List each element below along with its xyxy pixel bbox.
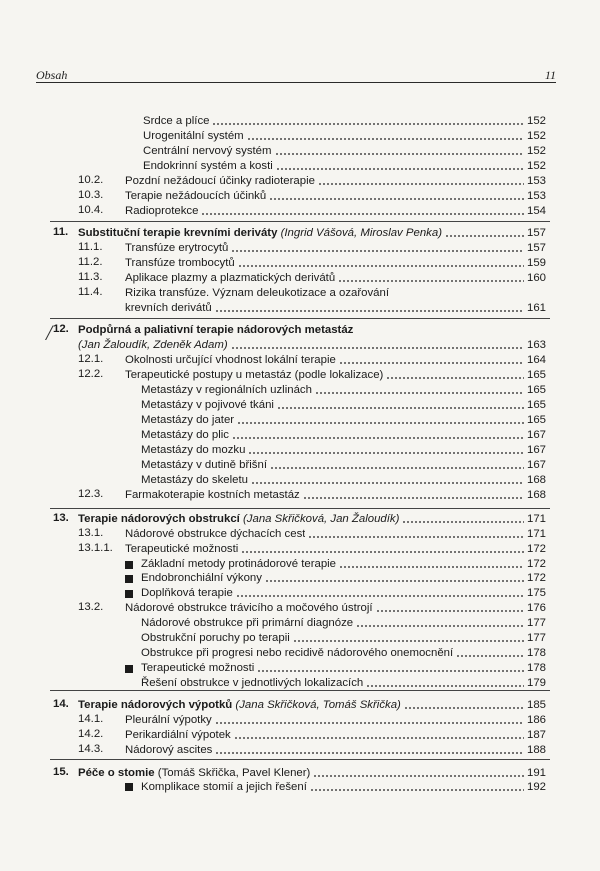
toc-entry: Obstrukční poruchy po terapii 177 (141, 632, 546, 644)
toc-entry: Centrální nervový systém 152 (143, 145, 546, 157)
toc-entry: krevních derivátů 161 (125, 302, 546, 314)
toc-number: 10.2. (78, 174, 104, 186)
chapter-number: 14. (53, 698, 69, 710)
toc-entry: Metastázy do mozku 167 (141, 444, 546, 456)
toc-number: 13.2. (78, 601, 104, 613)
bullet-icon (125, 783, 133, 791)
chapter-entry: Terapie nádorových výpotků (Jana Skřičková, Tomáš Skřička) 185 (78, 699, 546, 711)
bullet-icon (125, 575, 133, 583)
chapter-number: 11. (53, 226, 69, 238)
toc-entry: Metastázy do plic 167 (141, 429, 546, 441)
toc-entry: Terapeutické možnosti 172 (125, 543, 546, 555)
toc-entry: Perikardiální výpotek 187 (125, 729, 546, 741)
toc-entry: Endokrinní systém a kosti 152 (143, 160, 546, 172)
toc-number: 10.4. (78, 204, 104, 216)
toc-entry: Metastázy v pojivové tkáni 165 (141, 399, 546, 411)
toc-entry: Okolnosti určující vhodnost lokální terapie 164 (125, 354, 546, 366)
section-divider (50, 759, 550, 760)
running-head-title: Obsah (36, 68, 68, 82)
toc-entry: Endobronchiální výkony 172 (141, 572, 546, 584)
section-divider (50, 221, 550, 222)
toc-entry: Terapeutické možnosti 178 (141, 662, 546, 674)
toc-entry: Nádorové obstrukce při primární diagnóze 177 (141, 617, 546, 629)
toc-number: 11.2. (78, 256, 103, 268)
toc-entry: Metastázy v regionálních uzlinách 165 (141, 384, 546, 396)
toc-entry: Terapeutické postupy u metastáz (podle lokalizace) 165 (125, 369, 546, 381)
chapter-entry: Péče o stomie (Tomáš Skřička, Pavel Klener) 191 (78, 767, 546, 779)
toc-entry: Metastázy do jater 165 (141, 414, 546, 426)
chapter-entry: (Jan Žaloudík, Zdeněk Adam) 163 (78, 339, 546, 351)
toc-entry: Nádorový ascites 188 (125, 744, 546, 756)
section-divider (50, 318, 550, 319)
toc-number: 13.1.1. (78, 542, 113, 554)
toc-number: 11.3. (78, 271, 103, 283)
chapter-entry: Terapie nádorových obstrukcí (Jana Skřičková, Jan Žaloudík) 171 (78, 513, 546, 525)
toc-entry: Metastázy v dutině břišní 167 (141, 459, 546, 471)
toc-number: 13.1. (78, 527, 104, 539)
toc-entry: Pleurální výpotky 186 (125, 714, 546, 726)
chapter-entry: Substituční terapie krevními deriváty (Ingrid Vášová, Miroslav Penka) 157 (78, 227, 546, 239)
toc-entry: Nádorové obstrukce trávicího a močového ústrojí 176 (125, 602, 546, 614)
bullet-icon (125, 590, 133, 598)
toc-entry: Transfúze trombocytů 159 (125, 257, 546, 269)
section-divider (50, 508, 550, 509)
toc-number: 12.2. (78, 368, 104, 380)
toc-entry: Obstrukce při progresi nebo recidivě nádorového onemocnění 178 (141, 647, 546, 659)
toc-number: 12.1. (78, 353, 104, 365)
header-rule (36, 82, 556, 83)
toc-entry: Rizika transfúze. Význam deleukotizace a ozařování (125, 287, 390, 299)
toc-entry: Radioprotekce 154 (125, 205, 546, 217)
chapter-number: 13. (53, 512, 69, 524)
toc-number: 14.1. (78, 713, 104, 725)
toc-number: 12.3. (78, 488, 104, 500)
chapter-number: 12. (53, 323, 69, 335)
toc-entry: Transfúze erytrocytů 157 (125, 242, 546, 254)
toc-entry: Řešení obstrukce v jednotlivých lokalizacích 179 (141, 677, 546, 689)
toc-number: 11.1. (78, 241, 103, 253)
toc-number: 14.2. (78, 728, 104, 740)
bullet-icon (125, 561, 133, 569)
toc-number: 11.4. (78, 286, 103, 298)
toc-entry: Nádorové obstrukce dýchacích cest 171 (125, 528, 546, 540)
toc-entry: Terapie nežádoucích účinků 153 (125, 190, 546, 202)
chapter-entry: Podpůrná a paliativní terapie nádorových metastáz (78, 324, 354, 336)
page-number: 11 (544, 68, 556, 82)
toc-entry: Komplikace stomií a jejich řešení 192 (141, 781, 546, 793)
toc-entry: Aplikace plazmy a plazmatických derivátů 160 (125, 272, 546, 284)
toc-entry: Urogenitální systém 152 (143, 130, 546, 142)
toc-entry: Pozdní nežádoucí účinky radioterapie 153 (125, 175, 546, 187)
toc-number: 14.3. (78, 743, 104, 755)
toc-entry: Doplňková terapie 175 (141, 587, 546, 599)
bullet-icon (125, 665, 133, 673)
handwritten-mark: / (46, 320, 53, 345)
toc-entry: Metastázy do skeletu 168 (141, 474, 546, 486)
toc-entry: Základní metody protinádorové terapie 172 (141, 558, 546, 570)
toc-number: 10.3. (78, 189, 104, 201)
toc-entry: Srdce a plíce 152 (143, 115, 546, 127)
chapter-number: 15. (53, 766, 69, 778)
toc-entry: Farmakoterapie kostních metastáz 168 (125, 489, 546, 501)
